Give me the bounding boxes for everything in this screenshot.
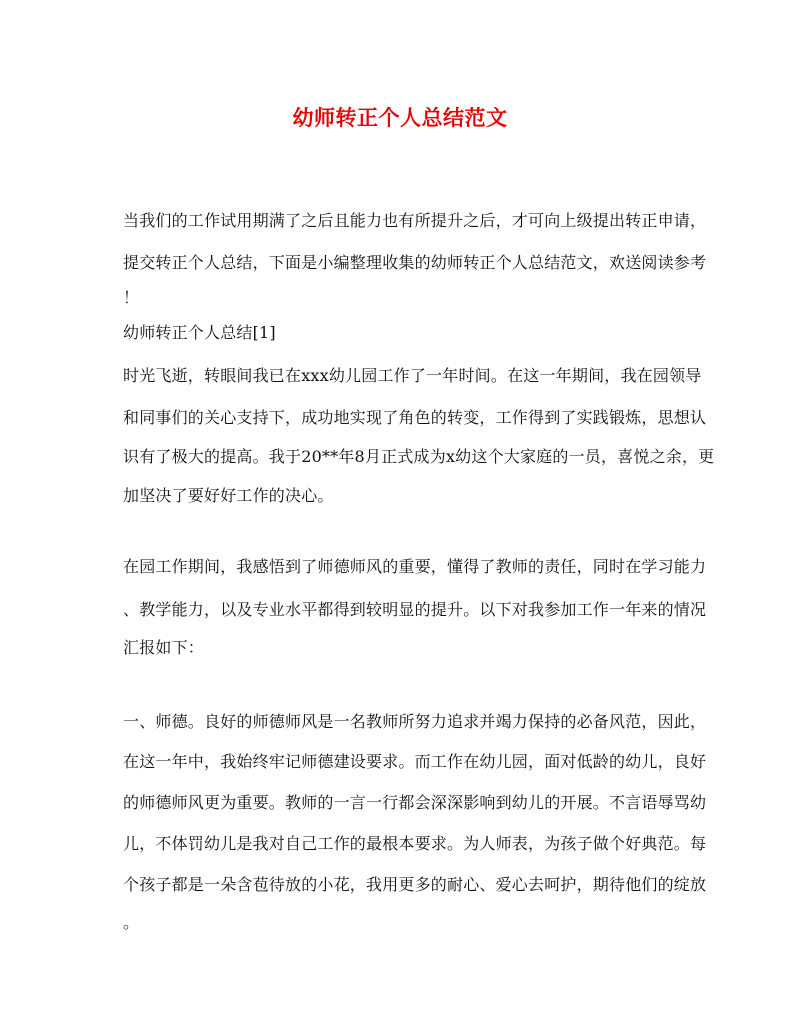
intro-line-3: ！ (123, 288, 140, 307)
paragraph2-line-2: 、教学能力，以及专业水平都得到较明显的提升。以下对我参加工作一年来的情况 (123, 600, 707, 619)
paragraph2-line-3: 汇报如下： (123, 638, 205, 657)
paragraph1-line-3: 识有了极大的提高。我于20**年8月正式成为x幼这个大家庭的一员，喜悦之余，更 (123, 447, 715, 466)
paragraph1-line-4: 加坚决了要好好工作的决心。 (123, 486, 334, 505)
intro-line-1: 当我们的工作试用期满了之后且能力也有所提升之后，才可向上级提出转正申请， (123, 211, 707, 230)
paragraph3-line-4: 儿，不体罚幼儿是我对自己工作的最根本要求。为人师表，为孩子做个好典范。每 (123, 834, 707, 853)
paragraph1-line-2: 和同事们的关心支持下，成功地实现了角色的转变，工作得到了实践锻炼，思想认 (123, 408, 707, 427)
document-title: 幼师转正个人总结范文 (292, 105, 508, 130)
section-heading: 幼师转正个人总结[1] (123, 323, 276, 342)
paragraph3-line-6: 。 (123, 913, 140, 932)
paragraph3-line-5: 个孩子都是一朵含苞待放的小花，我用更多的耐心、爱心去呵护，期待他们的绽放 (123, 875, 707, 894)
paragraph3-line-2: 在这一年中，我始终牢记师德建设要求。而工作在幼儿园，面对低龄的幼儿，良好 (123, 752, 707, 771)
paragraph2-line-1: 在园工作期间，我感悟到了师德师风的重要，懂得了教师的责任，同时在学习能力 (123, 557, 707, 576)
paragraph3-line-3: 的师德师风更为重要。教师的一言一行都会深深影响到幼儿的开展。不言语辱骂幼 (123, 793, 707, 812)
intro-line-2: 提交转正个人总结，下面是小编整理收集的幼师转正个人总结范文，欢送阅读参考 (123, 253, 707, 272)
paragraph3-line-1: 一、师德。良好的师德师风是一名教师所努力追求并竭力保持的必备风范，因此， (123, 712, 707, 731)
paragraph1-line-1: 时光飞逝，转眼间我已在xxx幼儿园工作了一年时间。在这一年期间，我在园领导 (123, 366, 702, 385)
